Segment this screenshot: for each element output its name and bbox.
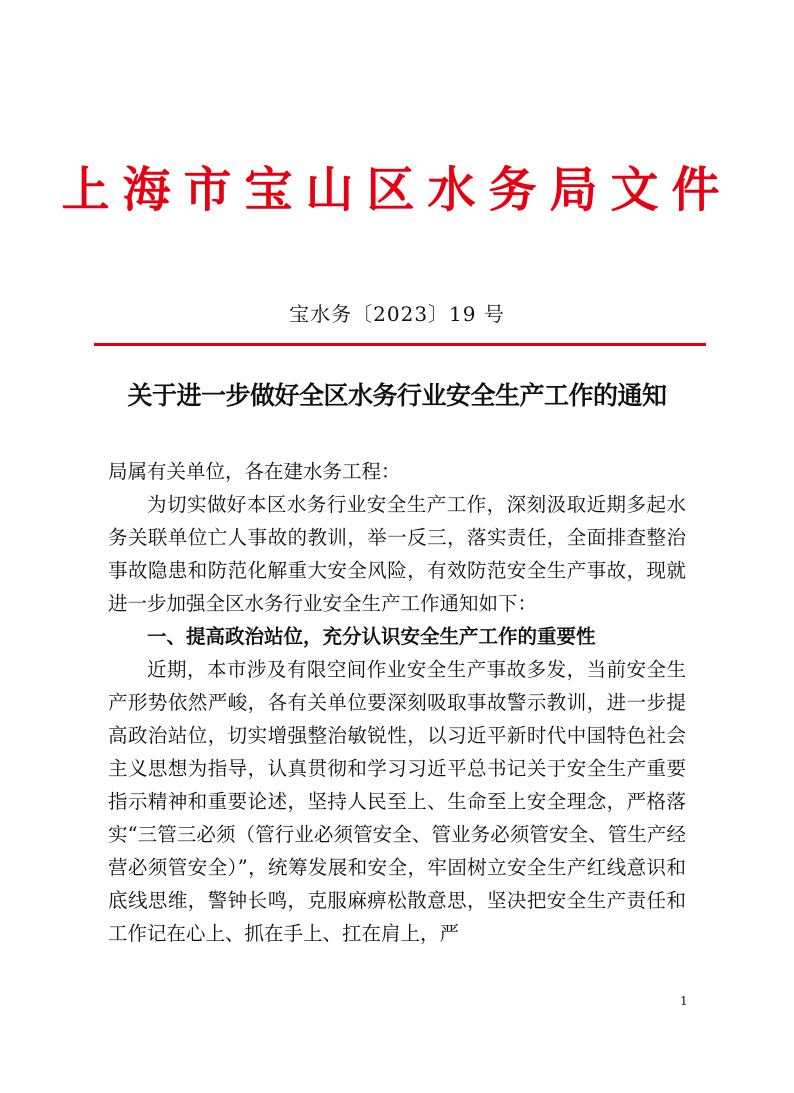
document-title: 关于进一步做好全区水务行业安全生产工作的通知	[127, 381, 667, 410]
red-divider	[94, 343, 706, 346]
page-number: 1	[680, 994, 688, 1008]
issuer-title: 上海市宝山区水务局文件	[61, 162, 733, 218]
section-paragraph: 近期，本市涉及有限空间作业安全生产事故多发，当前安全生产形势依然严峻，各有关单位要深刻吸取事故警示教训，进一步提高政治站位，切实增强整治敏锐性，以习近平新时代中国特色社会主义思想为指导，认真贯彻和学习习近平总书记关于安全生产重要指示精神和重要论述，坚持人民至上、生命至上安全理念，严格落实“三管三必须（管行业必须管安全、管业务必须管安全、管生产经营必须管安全）”，统筹发展和安全，牢固树立安全生产红线意识和底线思维，警钟长鸣，克服麻痹松散意思，坚决把安全生产责任和工作记在心上、抓在手上、扛在肩上，严	[108, 658, 686, 945]
document-body	[108, 455, 686, 950]
intro-paragraph: 为切实做好本区水务行业安全生产工作，深刻汲取近期多起水务关联单位亡人事故的教训，举一反三，落实责任，全面排查整治事故隐患和防范化解重大安全风险，有效防范安全生产事故，现就进一步加强全区水务行业安全生产工作通知如下：	[108, 493, 686, 615]
section-heading: 一、提高政治站位，充分认识安全生产工作的重要性	[147, 625, 596, 648]
salutation: 局属有关单位，各在建水务工程：	[108, 460, 401, 483]
document-number: 宝水务〔2023〕19 号	[289, 302, 505, 326]
